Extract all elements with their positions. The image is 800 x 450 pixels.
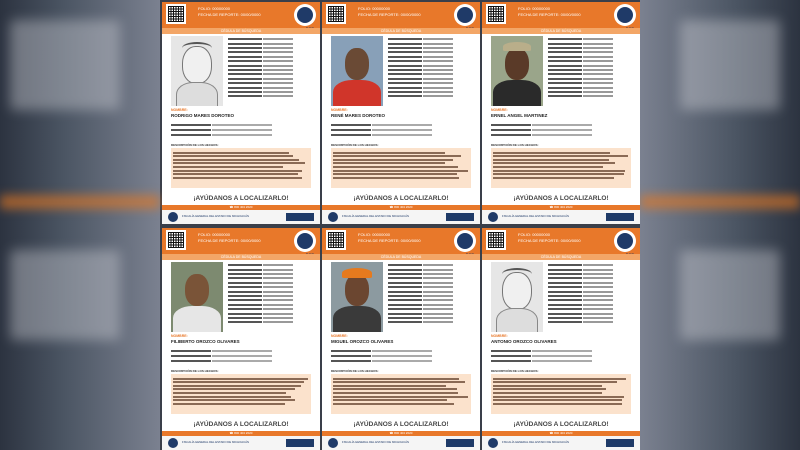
- poster-header: [322, 2, 480, 28]
- poster-footer: [322, 436, 480, 450]
- background-blur-left: [0, 0, 160, 450]
- person-name: RODRIGO MARES DOROTEO: [171, 113, 235, 118]
- name-label: NOMBRE:: [171, 334, 188, 338]
- help-find-headline: ¡AYÚDANOS A LOCALIZARLO!: [513, 195, 609, 202]
- person-name: ANTONIO OROZCO OLIVARES: [491, 339, 557, 344]
- footer-text: FISCALÍA GENERAL DEL ESTADO DE MICHOACÁN: [502, 440, 570, 444]
- fge-seal-icon: [614, 230, 636, 252]
- fge-seal-icon: [454, 230, 476, 252]
- poster-header: [322, 228, 480, 254]
- person-details: [228, 263, 316, 324]
- missing-person-poster: [322, 2, 480, 224]
- qr-code-icon: [166, 4, 186, 24]
- description-box: [171, 148, 311, 188]
- footer-text: FISCALÍA GENERAL DEL ESTADO DE MICHOACÁN: [342, 440, 410, 444]
- person-name: MIGUEL OROZCO OLIVARES: [331, 339, 394, 344]
- folio: FOLIO: 00000000: [518, 6, 551, 11]
- distinguishing-marks: [491, 123, 631, 138]
- cedula-label: CÉDULA DE BÚSQUEDA: [322, 28, 480, 34]
- footer-text: FISCALÍA GENERAL DEL ESTADO DE MICHOACÁN: [502, 214, 570, 218]
- person-photo: [171, 262, 223, 332]
- description-box: [491, 374, 631, 414]
- description-box: [491, 148, 631, 188]
- hotline-bar: ☎ 800 404 2020: [482, 431, 640, 436]
- description-box: [331, 148, 471, 188]
- missing-person-poster: [322, 228, 480, 450]
- qr-code-icon: [326, 230, 346, 250]
- description-label: DESCRIPCIÓN DE LOS HECHOS:: [491, 143, 539, 147]
- fge-seal-icon: [614, 4, 636, 26]
- person-name: ERNEL ANGEL MARTINEZ: [491, 113, 548, 118]
- report-date: FECHA DE REPORTE: 00/00/0000: [518, 238, 581, 243]
- report-date: FECHA DE REPORTE: 00/00/0000: [198, 238, 261, 243]
- poster-header: [482, 228, 640, 254]
- person-photo: [171, 36, 223, 106]
- agency-badge: [606, 439, 634, 447]
- missing-person-poster: [162, 228, 320, 450]
- hotline-bar: ☎ 800 404 2020: [162, 431, 320, 436]
- missing-person-poster: [482, 2, 640, 224]
- state-seal-icon: [328, 212, 338, 222]
- state-seal-icon: [168, 438, 178, 448]
- person-photo: [491, 36, 543, 106]
- person-name: RENÉ MARES DOROTEO: [331, 113, 386, 118]
- person-photo: [491, 262, 543, 332]
- report-date: FECHA DE REPORTE: 00/00/0000: [358, 238, 421, 243]
- description-label: DESCRIPCIÓN DE LOS HECHOS:: [331, 369, 379, 373]
- footer-text: FISCALÍA GENERAL DEL ESTADO DE MICHOACÁN: [182, 440, 250, 444]
- hotline-bar: ☎ 800 404 2020: [322, 431, 480, 436]
- person-details: [388, 37, 476, 98]
- qr-code-icon: [166, 230, 186, 250]
- qr-code-icon: [486, 4, 506, 24]
- agency-badge: [446, 439, 474, 447]
- agency-badge: [286, 439, 314, 447]
- description-label: DESCRIPCIÓN DE LOS HECHOS:: [171, 369, 219, 373]
- agency-badge: [606, 213, 634, 221]
- state-seal-icon: [168, 212, 178, 222]
- footer-text: FISCALÍA GENERAL DEL ESTADO DE MICHOACÁN: [342, 214, 410, 218]
- name-label: NOMBRE:: [491, 334, 508, 338]
- description-label: DESCRIPCIÓN DE LOS HECHOS:: [491, 369, 539, 373]
- missing-person-poster: [482, 228, 640, 450]
- hotline-bar: ☎ 800 404 2020: [322, 205, 480, 210]
- footer-text: FISCALÍA GENERAL DEL ESTADO DE MICHOACÁN: [182, 214, 250, 218]
- name-label: NOMBRE:: [331, 334, 348, 338]
- report-date: FECHA DE REPORTE: 00/00/0000: [198, 12, 261, 17]
- help-find-headline: ¡AYÚDANOS A LOCALIZARLO!: [193, 195, 289, 202]
- folio: FOLIO: 00000000: [518, 232, 551, 237]
- help-find-headline: ¡AYÚDANOS A LOCALIZARLO!: [513, 421, 609, 428]
- background-blur-right: [640, 0, 800, 450]
- fge-seal-icon: [294, 230, 316, 252]
- poster-footer: [322, 210, 480, 224]
- state-seal-icon: [488, 438, 498, 448]
- person-photo: [331, 36, 383, 106]
- cedula-label: CÉDULA DE BÚSQUEDA: [162, 28, 320, 34]
- person-details: [548, 263, 636, 324]
- fge-seal-icon: [294, 4, 316, 26]
- qr-code-icon: [486, 230, 506, 250]
- missing-person-poster: [162, 2, 320, 224]
- agency-badge: [286, 213, 314, 221]
- person-details: [388, 263, 476, 324]
- cedula-label: CÉDULA DE BÚSQUEDA: [162, 254, 320, 260]
- poster-footer: [482, 210, 640, 224]
- state-seal-icon: [328, 438, 338, 448]
- folio: FOLIO: 00000000: [198, 6, 231, 11]
- person-photo: [331, 262, 383, 332]
- report-date: FECHA DE REPORTE: 00/00/0000: [518, 12, 581, 17]
- hotline-bar: ☎ 800 404 2020: [482, 205, 640, 210]
- description-box: [331, 374, 471, 414]
- state-seal-icon: [488, 212, 498, 222]
- folio: FOLIO: 00000000: [198, 232, 231, 237]
- description-label: DESCRIPCIÓN DE LOS HECHOS:: [171, 143, 219, 147]
- poster-header: [162, 228, 320, 254]
- folio: FOLIO: 00000000: [358, 232, 391, 237]
- fge-seal-icon: [454, 4, 476, 26]
- report-date: FECHA DE REPORTE: 00/00/0000: [358, 12, 421, 17]
- help-find-headline: ¡AYÚDANOS A LOCALIZARLO!: [353, 195, 449, 202]
- cedula-label: CÉDULA DE BÚSQUEDA: [482, 28, 640, 34]
- person-details: [228, 37, 316, 98]
- person-details: [548, 37, 636, 98]
- poster-footer: [482, 436, 640, 450]
- distinguishing-marks: [171, 349, 311, 364]
- distinguishing-marks: [491, 349, 631, 364]
- help-find-headline: ¡AYÚDANOS A LOCALIZARLO!: [353, 421, 449, 428]
- qr-code-icon: [326, 4, 346, 24]
- folio: FOLIO: 00000000: [358, 6, 391, 11]
- cedula-label: CÉDULA DE BÚSQUEDA: [482, 254, 640, 260]
- name-label: NOMBRE:: [171, 108, 188, 112]
- poster-header: [162, 2, 320, 28]
- hotline-bar: ☎ 800 404 2020: [162, 205, 320, 210]
- name-label: NOMBRE:: [491, 108, 508, 112]
- agency-badge: [446, 213, 474, 221]
- poster-grid: [160, 0, 640, 450]
- poster-footer: [162, 436, 320, 450]
- poster-header: [482, 2, 640, 28]
- description-box: [171, 374, 311, 414]
- help-find-headline: ¡AYÚDANOS A LOCALIZARLO!: [193, 421, 289, 428]
- cedula-label: CÉDULA DE BÚSQUEDA: [322, 254, 480, 260]
- distinguishing-marks: [331, 123, 471, 138]
- poster-footer: [162, 210, 320, 224]
- person-name: FILIBERTO OROZCO OLIVARES: [171, 339, 240, 344]
- distinguishing-marks: [171, 123, 311, 138]
- name-label: NOMBRE:: [331, 108, 348, 112]
- description-label: DESCRIPCIÓN DE LOS HECHOS:: [331, 143, 379, 147]
- distinguishing-marks: [331, 349, 471, 364]
